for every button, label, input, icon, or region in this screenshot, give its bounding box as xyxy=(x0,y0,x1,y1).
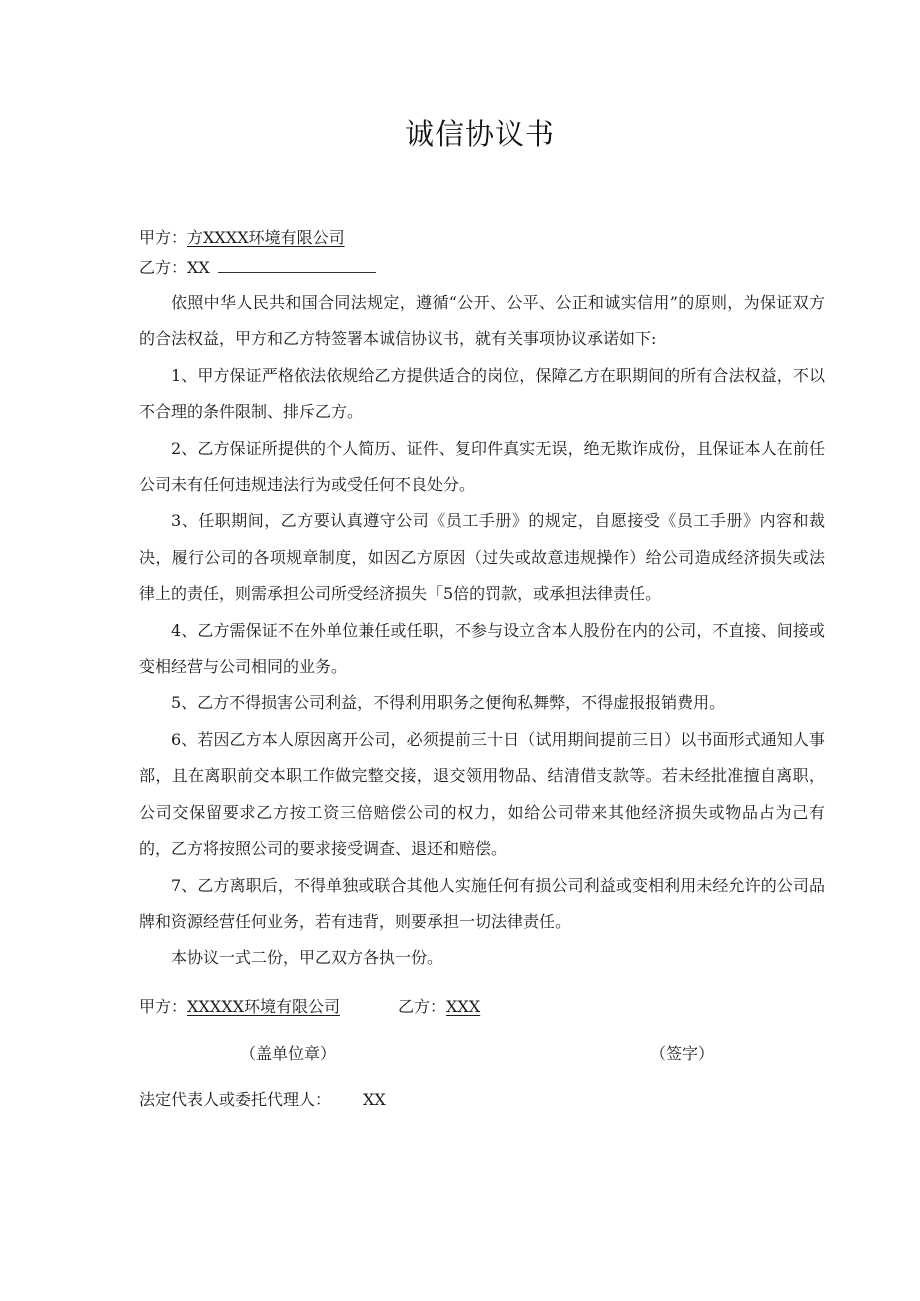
document-title: 诚信协议书 xyxy=(404,117,555,151)
clause-3: 3、任职期间，乙方要认真遵守公司《员工手册》的规定，自愿接受《员工手册》内容和裁决，履行公司的各项规章制度，如因乙方原因（过失或故意违规操作）给公司造成经济损失或法律上的责任，则需承担公司所受经济损失「5倍的罚款，或承担法律责任。 xyxy=(139,511,825,604)
party-b-label: 乙方： xyxy=(139,258,188,277)
party-a-line xyxy=(139,227,345,249)
party-a-value: 方XXXX环境有限公司 xyxy=(187,228,345,247)
clause-7: 7、乙方离职后，不得单独或联合其他人实施任何有损公司利益或变相利用未经允许的公司品牌和资源经营任何业务，若有违背，则要承担一切法律责任。 xyxy=(139,875,825,931)
sign-label: （签字） xyxy=(650,1044,715,1063)
representative-value: XX xyxy=(363,1090,386,1109)
signature-a-value: XXXXX环境有限公司 xyxy=(187,997,340,1016)
representative-label: 法定代表人或委托代理人： xyxy=(139,1090,332,1109)
clause-2: 2、乙方保证所提供的个人简历、证件、复印件真实无误，绝无欺诈成份，且保证本人在前任公司未有任何违规违法行为或受任何不良处分。 xyxy=(139,438,825,495)
signature-party-a xyxy=(139,996,340,1018)
signature-party-b xyxy=(398,996,480,1018)
signature-a-label: 甲方： xyxy=(139,997,188,1016)
closing-paragraph: 本协议一式二份，甲乙双方各执一份。 xyxy=(171,948,444,968)
agreement-body xyxy=(139,285,825,977)
party-b-value: XX xyxy=(187,258,210,277)
signature-b-label: 乙方： xyxy=(398,997,447,1016)
representative-line xyxy=(139,1089,386,1111)
clause-5: 5、乙方不得损害公司利益，不得利用职务之便徇私舞弊，不得虚报报销费用。 xyxy=(171,693,726,713)
party-b-line xyxy=(139,256,376,279)
party-a-label: 甲方： xyxy=(139,228,188,247)
clause-1: 1、甲方保证严格依法依规给乙方提供适合的岗位，保障乙方在职期间的所有合法权益，不以不合理的条件限制、排斥乙方。 xyxy=(139,365,825,422)
signature-b-value: XXX xyxy=(446,997,481,1016)
clause-4: 4、乙方需保证不在外单位兼任或任职，不参与设立含本人股份在内的公司，不直接、间接或变相经营与公司相同的业务。 xyxy=(139,620,825,677)
seal-label: （盖单位章） xyxy=(240,1044,337,1063)
party-b-blank-line xyxy=(218,256,376,273)
clause-6: 6、若因乙方本人原因离开公司，必须提前三十日（试用期间提前三日）以书面形式通知人事部，且在离职前交本职工作做完整交接，退交领用物品、结清借支款等。若未经批准擅自离职，公司交保留要求乙方按工资三倍赔偿公司的权力，如给公司带来其他经济损失或物品占为己有的，乙方将按照公司的要求接受调查、退还和赔偿。 xyxy=(139,729,825,859)
intro-paragraph: 依照中华人民共和国合同法规定，遵循“公开、公平、公正和诚实信用”的原则，为保证双方的合法权益，甲方和乙方特签署本诚信协议书，就有关事项协议承诺如下: xyxy=(139,293,825,349)
